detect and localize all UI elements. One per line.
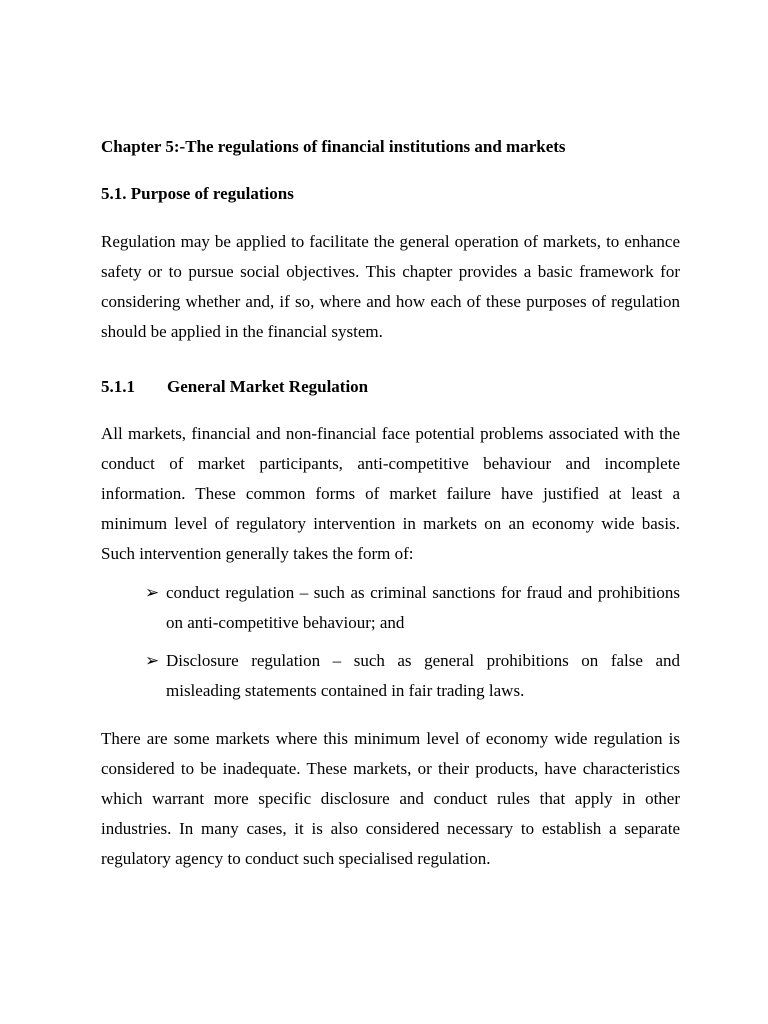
section-paragraph: Regulation may be applied to facilitate the general operation of markets, to enhance safety or to pursue social objectives. This chapter provides a basic framework for considering whether and, if so, where and how each of these purposes of regulation should be applied in the financial system. xyxy=(101,232,680,341)
list-item xyxy=(145,578,680,638)
subsection-title: General Market Regulation xyxy=(167,377,369,396)
bullet-list xyxy=(145,646,680,706)
chapter-title: Chapter 5:-The regulations of financial institutions and markets xyxy=(101,137,566,156)
arrow-bullet-icon: ➢ xyxy=(145,651,160,670)
subsection-paragraph: All markets, financial and non-financial face potential problems associated with the conduct of market participants, anti-competitive behaviour and incomplete information. These common forms of market failure have justified at least a minimum level of regulatory intervention in markets on an economy wide basis. Such intervention generally takes the form of: xyxy=(101,424,680,563)
subsection-number: 5.1.1 xyxy=(101,377,135,396)
bullet-list xyxy=(145,578,680,638)
bullet-text: Disclosure regulation – such as general prohibitions on false and misleading statements contained in fair trading laws. xyxy=(166,651,680,700)
list-item xyxy=(145,646,680,706)
subsection-heading xyxy=(101,377,680,397)
closing-paragraph: There are some markets where this minimum level of economy wide regulation is considered to be inadequate. These markets, or their products, have characteristics which warrant more specific disclosure and conduct rules that apply in other industries. In many cases, it is also considered necessary to establish a separate regulatory agency to conduct such specialised regulation. xyxy=(101,729,680,868)
arrow-bullet-icon: ➢ xyxy=(145,583,160,602)
bullet-text: conduct regulation – such as criminal sanctions for fraud and prohibitions on anti-competitive behaviour; and xyxy=(166,583,680,632)
section-heading: 5.1. Purpose of regulations xyxy=(101,184,294,203)
